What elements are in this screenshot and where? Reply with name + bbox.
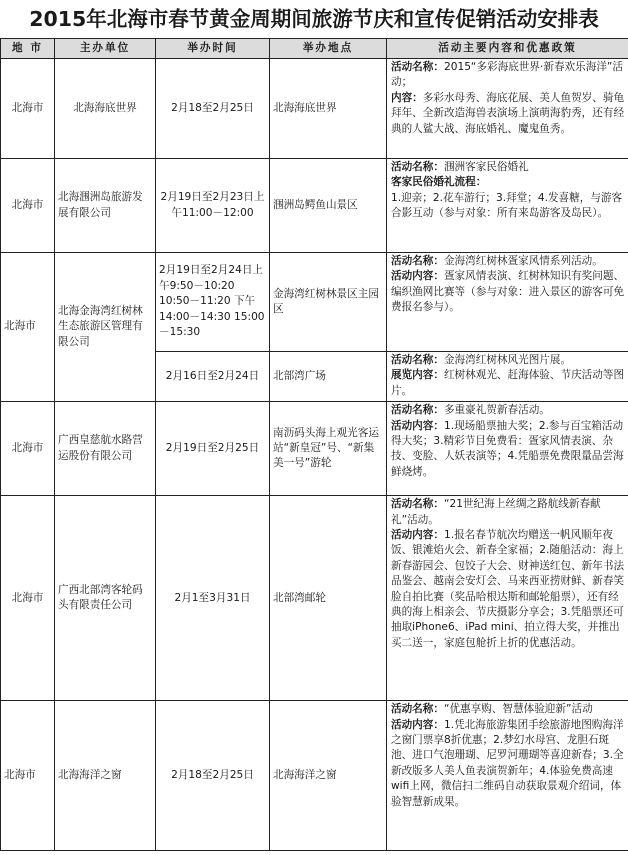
label-activity-name: 活动名称： (391, 161, 444, 173)
cell-place: 南沥码头海上观光客运站“新皇冠”号、“新集美一号”游轮 (270, 402, 387, 496)
cell-organizer: 广西皇慈航水路营运股份有限公司 (55, 402, 156, 496)
header-organizer: 主办单位 (55, 39, 156, 59)
cell-city: 北海市 (1, 701, 55, 851)
cell-place: 金海湾红树林景区主园区 (270, 253, 387, 352)
cell-place: 北部湾广场 (270, 352, 387, 402)
label-activity-name: 活动名称： (391, 354, 444, 366)
table-row (1, 496, 628, 701)
cell-city: 北海市 (1, 253, 55, 402)
label-activity-content: 活动内容： (391, 718, 444, 731)
activity-content: 1.凭北海旅游集团手绘旅游地图购海洋之窗门票享8折优惠；2.梦幻水母宫、龙胆石斑池、进口气泡珊瑚、尼罗河珊瑚等喜迎新春；3.全新改版多人美人鱼表演贺新年；4.体验免费高速wifi上网，微信扫二维码自动获取景观介绍词，体验智慧新成果。 (391, 718, 624, 808)
cell-time: 2月19日至2月25日 (156, 402, 270, 496)
cell-time: 2月18至2月25日 (156, 59, 270, 159)
activity-content: 红树林观光、赶海体验、节庆活动等图片。 (391, 369, 625, 397)
cell-city: 北海市 (1, 496, 55, 701)
activity-name: 金海湾红树林风光图片展。 (443, 354, 572, 366)
cell-organizer: 北海海洋之窗 (55, 701, 156, 851)
cell-content (387, 59, 628, 159)
cell-organizer: 北海金海湾红树林生态旅游区管理有限公司 (55, 253, 156, 402)
cell-time: 2月18至2月25日 (156, 701, 270, 851)
activity-content: 多彩水母秀、海底花展、美人鱼贺岁、骑龟拜年、全新改造海兽表演场上演萌海豹秀，还有经典的人鲨大战、海底婚礼、魔鬼鱼秀。 (391, 91, 625, 135)
cell-time: 2月16日至2月24日 (156, 352, 270, 402)
table-row (1, 59, 628, 159)
table-header-row (1, 39, 628, 59)
table-row (1, 402, 628, 496)
cell-time: 2月19日至2月23日上午11:00－12:00 (156, 159, 270, 253)
activity-name: “21世纪海上丝绸之路航线新春献礼”活动。 (391, 498, 601, 526)
cell-city: 北海市 (1, 402, 55, 496)
activity-content: 1.报名春节航次均赠送一帆风顺年夜饭、银滩焰火会、新春全家福；2.随船活动：海上新春游园会、包饺子大会、财神送红包、新年书法品鉴会、越南会安灯会、马来西亚捞财鲜、新春笑脸自拍比赛（奖品哈根达斯和邮轮船票），还有经典的海上相亲会、节庆摄影分享会；3.凭船票还可抽取iPhone6、iPad mini、拍立得大奖，并推出买二送一，家庭包舱折上折的优惠活动。 (391, 529, 625, 649)
activity-name: 多重豪礼贺新春活动。 (443, 404, 550, 417)
cell-organizer: 北海涠洲岛旅游发展有限公司 (55, 159, 156, 253)
label-activity-name: 活动名称： (391, 703, 444, 716)
cell-content (387, 496, 628, 701)
cell-content (387, 253, 628, 352)
label-activity-name: 活动名称： (391, 255, 444, 267)
activity-name: 2015“多彩海底世界·新春欢乐海洋”活动； (391, 61, 623, 89)
cell-place: 北海海底世界 (270, 59, 387, 159)
cell-city: 北海市 (1, 159, 55, 253)
cell-organizer: 北海海底世界 (55, 59, 156, 159)
cell-place: 北部湾邮轮 (270, 496, 387, 701)
page-title: 2015年北海市春节黄金周期间旅游节庆和宣传促销活动安排表 (29, 7, 599, 31)
cell-content (387, 352, 628, 402)
label-activity-content: 活动内容： (391, 419, 444, 432)
cell-time: 2月19日至2月24日上午9:50－10:20 10:50－11:20 下午 14:00－14:30 15:00－15:30 (156, 253, 270, 352)
activity-content: 1.现场船票抽大奖；2.参与百宝箱活动得大奖；3.精彩节目免费看：疍家风情表演、杂技、变脸、人妖表演等；4.凭船票免费限量品尝海鲜烧烤。 (391, 419, 624, 478)
activity-content: 疍家风情表演、红树林知识有奖问题、编织渔网比赛等（参与对象：进入景区的游客可免费报名参与）。 (391, 270, 625, 314)
header-place: 举办地点 (270, 39, 387, 59)
cell-content (387, 402, 628, 496)
label-activity-content: 活动内容： (391, 529, 444, 542)
label-activity-content: 活动内容： (391, 270, 444, 283)
label-activity-name: 活动名称： (391, 404, 444, 417)
activity-name: 金海湾红树林疍家风情系列活动。 (443, 255, 603, 267)
label-exhibit-content: 展览内容： (391, 369, 444, 382)
cell-content (387, 701, 628, 851)
cell-organizer: 广西北部湾客轮码头有限责任公司 (55, 496, 156, 701)
header-content: 活动主要内容和优惠政策 (387, 39, 628, 59)
label-activity-name: 活动名称： (391, 498, 444, 511)
table-row (1, 159, 628, 253)
cell-place: 北海海洋之窗 (270, 701, 387, 851)
cell-place: 涠洲岛鳄鱼山景区 (270, 159, 387, 253)
cell-content (387, 159, 628, 253)
cell-time: 2月1至3月31日 (156, 496, 270, 701)
activity-name: “优惠享购、智慧体验迎新”活动 (443, 703, 593, 716)
section-heading: 客家民俗婚礼流程： (391, 176, 487, 189)
cell-city: 北海市 (1, 59, 55, 159)
table-row (1, 253, 628, 352)
schedule-table (0, 38, 628, 851)
activity-content: 1.迎亲；2.花车游行；3.拜堂；4.发喜糖，与游客合影互动（参与对象：所有来岛游客及岛民）。 (391, 191, 623, 220)
label-activity-name: 活动名称： (391, 61, 444, 73)
table-row (1, 701, 628, 851)
header-city: 地 市 (1, 39, 55, 59)
label-content: 内容： (391, 91, 423, 104)
header-time: 举办时间 (156, 39, 270, 59)
activity-name: 涠洲客家民俗婚礼 (443, 161, 529, 173)
